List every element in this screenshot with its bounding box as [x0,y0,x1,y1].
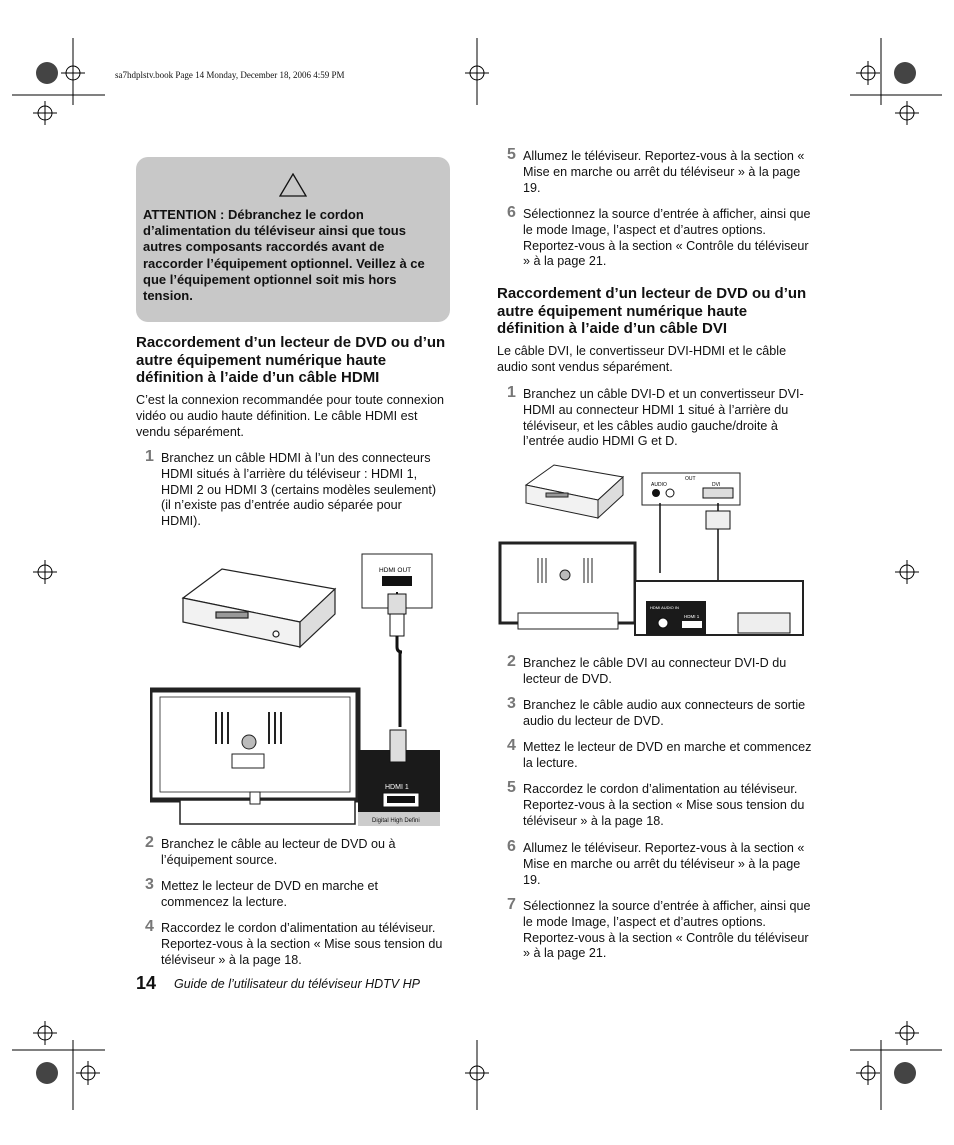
dvi-hdmi1-label: HDMI 1 [684,614,700,619]
dvi-step-5 [507,779,815,829]
guide-title: Guide de l’utilisateur du téléviseur HDTV HP [174,977,420,991]
step-text: Mettez le lecteur de DVD en marche et commencez la lecture. [161,879,378,909]
hdmi-step-3 [145,876,445,911]
out-label: OUT [685,476,696,482]
hdmi-step-2 [145,834,445,869]
dvi-step-4 [507,737,813,772]
step-text: Branchez le câble au lecteur de DVD ou à l’équipement source. [161,837,396,867]
dvi-step-7 [507,896,813,962]
step-number: 6 [507,204,516,221]
step-number: 2 [507,653,516,670]
step-number: 1 [507,384,516,401]
step-text: Branchez un câble HDMI à l’un des connecteurs HDMI situés à l’arrière du téléviseur : HDMI 1, HDMI 2 ou HDMI 3 (certains modèles seulement) (il n’existe pas d’entrée audio séparée pour HDMI). [161,451,437,529]
step-text: Branchez le câble audio aux connecteurs de sortie audio du lecteur de DVD. [523,698,806,728]
top-step-6 [507,204,813,270]
step-text: Allumez le téléviseur. Reportez-vous à la section « Mise en marche ou arrêt du téléviseur » à la page 19. [523,149,805,195]
dvd-player-illustration [183,569,335,647]
warning-triangle-icon [279,173,307,197]
step-number: 2 [145,834,154,851]
dvi-step-2 [507,653,813,688]
step-text: Sélectionnez la source d’entrée à afficher, ainsi que le mode Image, l’aspect et d’autres options. Reportez-vous à la section « Contrôle du téléviseur » à la page 21. [523,207,811,269]
warning-box [136,157,450,322]
step-text: Raccordez le cordon d’alimentation au téléviseur. Reportez-vous à la section « Mise sous tension du téléviseur » à la page 18. [161,921,443,967]
step-number: 4 [507,737,516,754]
hdmi-out-label: HDMI OUT [379,567,412,574]
step-text: Mettez le lecteur de DVD en marche et commencez la lecture. [523,740,812,770]
tv-rear-illustration [150,690,358,824]
step-number: 5 [507,779,516,796]
dvi-step-6 [507,838,813,888]
step-text: Branchez un câble DVI-D et un convertisseur DVI-HDMI au connecteur HDMI 1 situé à l’arrière du téléviseur, et les câbles audio gauche/droite à l’entrée audio HDMI G et D. [523,387,804,449]
step-text: Raccordez le cordon d’alimentation au téléviseur. Reportez-vous à la section « Mise sous tension du téléviseur » à la page 18. [523,782,805,828]
hdmi-audio-in-label: HDMI AUDIO IN [650,605,679,610]
hdmi-step-4 [145,918,449,968]
dvi-connection-diagram [498,463,808,641]
step-number: 1 [145,448,154,465]
dvi-label: DVI [712,482,721,488]
hdmi-section-title: Raccordement d’un lecteur de DVD ou d’un autre équipement numérique haute définition à l’aide d’un câble HDMI [136,334,446,386]
hdmi-connection-diagram [150,552,440,830]
dvi-step-1 [507,384,813,450]
dvi-step-3 [507,695,813,730]
dvi-intro: Le câble DVI, le convertisseur DVI-HDMI et le câble audio sont vendus séparément. [497,344,787,374]
top-step-5 [507,146,811,196]
warning-text: ATTENTION : Débranchez le cordon d’alimentation du téléviseur ainsi que tous autres composants raccordés avant de raccorder l’équipement optionnel. Veillez à ce que l’équipement optionnel soit mis hors tension. [143,207,425,304]
audio-label: AUDIO [651,482,667,488]
step-number: 5 [507,146,516,163]
hdmi1-label: HDMI 1 [385,784,409,791]
page-number: 14 [136,973,157,993]
step-number: 6 [507,838,516,855]
step-number: 3 [145,876,154,893]
hdmi-step-1 [145,448,445,530]
hdmi-intro: C’est la connexion recommandée pour toute connexion vidéo ou audio haute définition. Le câble HDMI est vendu séparément. [136,393,445,439]
step-number: 7 [507,896,516,913]
print-header: sa7hdplstv.book Page 14 Monday, December 18, 2006 4:59 PM [115,70,345,80]
dvi-section-title: Raccordement d’un lecteur de DVD ou d’un autre équipement numérique haute définition à l’aide d’un câble DVI [497,285,807,337]
tv-rear-illustration [500,543,635,629]
step-text: Branchez le câble DVI au connecteur DVI-D du lecteur de DVD. [523,656,787,686]
step-number: 3 [507,695,516,712]
step-number: 4 [145,918,154,935]
step-text: Sélectionnez la source d’entrée à afficher, ainsi que le mode Image, l’aspect et d’autres options. Reportez-vous à la section « Contrôle du téléviseur » à la page 21. [523,899,811,961]
step-text: Allumez le téléviseur. Reportez-vous à la section « Mise en marche ou arrêt du téléviseur » à la page 19. [523,841,805,887]
dvd-player-illustration [526,465,623,518]
digital-label: Digital High Defini [372,818,420,824]
